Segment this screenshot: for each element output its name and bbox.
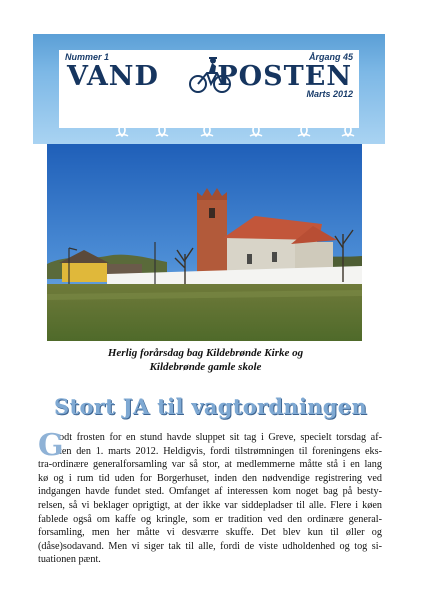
caption-line: Kildebrønde gamle skole	[149, 361, 262, 373]
article-line: kø og i rum tid uden for Borgerhuset, inden den nødvendige registrering ved	[38, 472, 382, 484]
article-line: (dåse)sodavand. Men vi siger tak til alle, fordi de viste udholdenhed og tog si-	[38, 540, 382, 552]
photo-caption	[48, 346, 363, 374]
issue-date: Marts 2012	[306, 89, 353, 99]
flourish-icon	[113, 122, 131, 140]
masthead-panel	[59, 50, 359, 128]
flourish-row	[33, 122, 385, 142]
masthead	[33, 34, 385, 144]
article-line: ten den 1. marts 2012. Heldigvis, fordi tilstrømningen til foreningens eks-	[59, 445, 382, 457]
article-body	[38, 428, 382, 567]
caption-line: Herlig forårsdag bag Kildebrønde Kirke og	[107, 347, 304, 359]
newsletter-title	[59, 63, 359, 91]
issue-number: Nummer 1	[65, 52, 110, 62]
article-line: tra-ordinære generalforsamling var så stor, at medlemmerne måtte stå i en lang	[38, 459, 382, 471]
article-headline: Stort JA til vagtordningen	[53, 394, 368, 419]
title-right: POSTEN	[217, 61, 352, 92]
flourish-icon	[247, 122, 265, 140]
article-line: relsen, så vi beklager oprigtigt, at der ikke var siddepladser til alle. Flere i køen	[38, 499, 382, 511]
title-left: VAND	[67, 61, 159, 92]
flourish-icon	[153, 122, 171, 140]
flourish-icon	[339, 122, 357, 140]
flourish-icon	[295, 122, 313, 140]
article-line: tuationen pænt.	[38, 554, 101, 566]
article-line: forsamling, men her måtte vi desværre skuffe. Det blev kun til øller og	[38, 527, 382, 539]
drop-cap: G	[38, 428, 64, 463]
article-line: odt frosten for en stund havde sluppet sit tag i Greve, specielt torsdag af-	[59, 432, 382, 443]
article-line: indgangen havde fundet sted. Omfanget af interessen kom noget bag på besty-	[38, 486, 382, 498]
flourish-icon	[198, 122, 216, 140]
article-line: fablede også om kaffe og kringle, som er tradition ved den ordinære general-	[38, 513, 382, 525]
volume-year: Årgang 45	[308, 52, 353, 62]
church-photo	[47, 144, 362, 341]
